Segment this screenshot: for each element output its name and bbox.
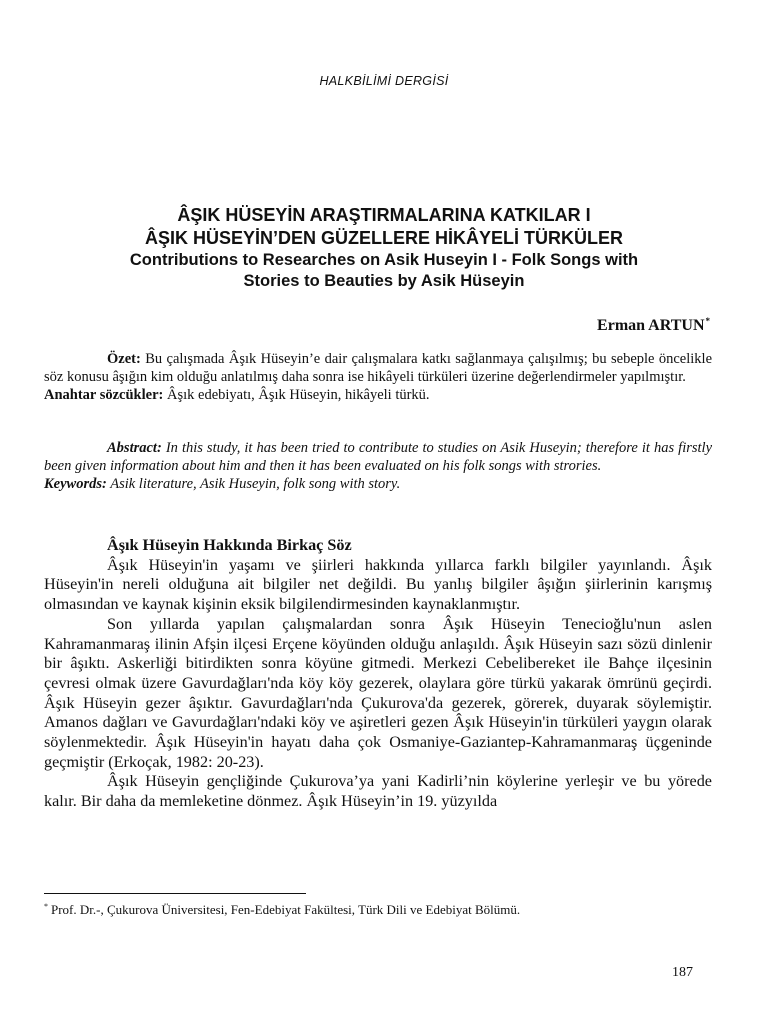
title-turkish-line-1: ÂŞIK HÜSEYİN ARAŞTIRMALARINA KATKILAR I	[177, 205, 591, 225]
page-number: 187	[672, 965, 693, 980]
keywords-turkish-label: Anahtar sözcükler:	[44, 386, 164, 403]
keywords-turkish-list: Âşık edebiyatı, Âşık Hüseyin, hikâyeli türkü.	[166, 386, 430, 403]
article-title-block	[40, 204, 728, 291]
title-english-line-2: Stories to Beauties by Asik Hüseyin	[243, 271, 525, 290]
abstract-turkish	[44, 351, 712, 404]
abstract-english-label: Abstract:	[107, 440, 162, 456]
author-name-text: Erman ARTUN	[597, 317, 705, 334]
abstract-english-body: In this study, it has been tried to contribute to studies on Asik Huseyin; therefore it has firstly been given information about him and then it has been evaluated on his folk songs with strories.	[44, 440, 713, 474]
running-header: HALKBİLİMİ DERGİSİ	[319, 74, 449, 88]
abstract-english	[44, 440, 712, 493]
body-paragraph-3: Âşık Hüseyin gençliğinde Çukurova’ya yani Kadirli’nin köylerine yerleşir ve bu yörede kalır. Bir daha da memleketine dönmez. Âşık Hüseyin’in 19. yüzyılda	[44, 772, 712, 811]
body-paragraph-2: Son yıllarda yapılan çalışmalardan sonra Âşık Hüseyin Tenecioğlu'nun aslen Kahramanmaraş ilinin Afşin ilçesi Erçene köyünden olduğu anlaşıldı. Âşık Hüseyin sazı sözü dinlenir bir âşıktı. Askerliği bitirdikten sonra köyüne gitmedi. Merkezi Cebelibereket ile Bahçe ilçesinin çevresi olmak üzere Gavurdağları'nda köy köy gezerek, olaylara göre türkü yakarak ömrünü geçirdi. Âşık Hüseyin gezer âşıktır. Gavurdağları'nda Çukurova'da gezerek, görerek, duyarak söylemiştir. Amanos dağları ve Gavurdağları'ndaki köy ve aşiretleri gezen Âşık Hüseyin'in türküleri yaygın olarak söylenmektedir. Âşık Hüseyin'in hayatı daha çok Osmaniye-Gaziantep-Kahramanmaraş üçgeninde geçmiştir (Erkoçak, 1982: 20-23).	[44, 614, 712, 771]
body-paragraph-1: Âşık Hüseyin'in yaşamı ve şiirleri hakkında yıllarca farklı bilgiler yayınlandı. Âşık Hüseyin'in nereli olduğuna ait bilgiler net değildi. Bu yanlış bilgiler âşığın şiirlerinin karışmış olmasından ve kaynak kişinin eksik bilgilendirmesinden kaynaklanmıştır.	[44, 555, 712, 614]
abstract-turkish-text	[44, 351, 712, 387]
abstract-turkish-label: Özet:	[107, 351, 141, 367]
section-heading: Âşık Hüseyin Hakkında Birkaç Söz	[107, 536, 352, 554]
author-footnote-marker: *	[705, 316, 710, 326]
keywords-english-list: Asik literature, Asik Huseyin, folk song with story.	[110, 475, 401, 492]
abstract-english-text	[44, 440, 712, 476]
footnote-divider	[44, 893, 306, 894]
author-name	[597, 316, 710, 335]
footnote-text: Prof. Dr.-, Çukurova Üniversitesi, Fen-Edebiyat Fakültesi, Türk Dili ve Edebiyat Bölümü.	[51, 902, 521, 917]
abstract-turkish-body: Bu çalışmada Âşık Hüseyin’e dair çalışmalara katkı sağlanmaya çalışılmış; bu sebeple öncelikle söz konusu âşığın kim olduğu anlatılmış daha sonra ise hikâyeli türküleri üzerine değerlendirmeler yapılmıştır.	[44, 351, 713, 385]
keywords-english	[44, 476, 712, 494]
title-turkish-line-2: ÂŞIK HÜSEYİN’DEN GÜZELLERE HİKÂYELİ TÜRKÜLER	[144, 228, 624, 248]
title-english-line-1: Contributions to Researches on Asik Huseyin I - Folk Songs with	[129, 251, 639, 269]
article-body	[44, 536, 712, 812]
footnote-marker: *	[44, 902, 48, 911]
keywords-turkish	[44, 387, 712, 405]
keywords-english-label: Keywords:	[44, 475, 107, 492]
footnote	[44, 902, 520, 918]
